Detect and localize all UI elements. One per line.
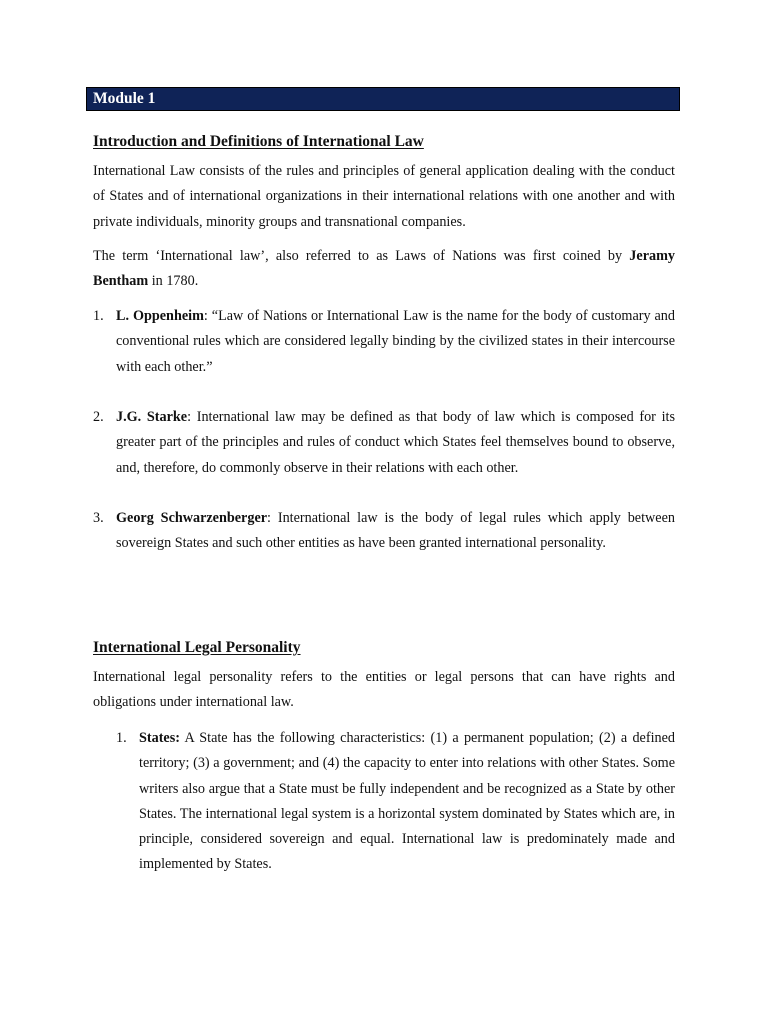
- definition-number: 1.: [93, 308, 104, 324]
- term-text: The term ‘International law’, also referred to as Laws of Nations was first coined by: [93, 248, 630, 264]
- definition-text: : International law is the body of legal rules which apply between sovereign States and such other entities as have been granted international personality.: [116, 510, 675, 552]
- section-heading-introduction: Introduction and Definitions of International Law: [93, 133, 424, 150]
- definition-item: [116, 405, 675, 481]
- personality-item-number: 1.: [116, 730, 127, 746]
- module-title-bar: [86, 87, 680, 111]
- intro-paragraph: International Law consists of the rules and principles of general application dealing with the conduct of States and of international organizations in their international relations with one another and with private individuals, minority groups and transnational companies.: [93, 163, 675, 230]
- term-year: in 1780.: [148, 273, 199, 290]
- personality-item-text: A State has the following characteristics: (1) a permanent population; (2) a defined territory; (3) a government; and (4) the capacity to enter into relations with other States. Some writers also argue that a State must be fully independent and be recognized as a State by other States. The international legal system is a horizontal system dominated by States which are, in principle, considered sovereign and equal. International law is predominately made and implemented by States.: [139, 730, 675, 873]
- personality-item: [139, 726, 675, 878]
- definition-author: L. Oppenheim: [116, 308, 204, 324]
- personality-item-label: States:: [139, 730, 180, 746]
- term-author: Jeramy Bentham: [93, 248, 675, 290]
- definition-item: [116, 506, 675, 557]
- section-heading-legal-personality: International Legal Personality: [93, 639, 301, 656]
- definition-text: : “Law of Nations or International Law is the name for the body of customary and conventional rules which are considered legally binding by the civilized states in their intercourse with each other.”: [116, 308, 675, 375]
- definition-text: : International law may be defined as that body of law which is composed for its greater part of the principles and rules of conduct which States feel themselves bound to observe, and, therefore, do commonly observe in their relations with each other.: [116, 409, 675, 476]
- term-paragraph: [93, 244, 675, 295]
- definition-item: [116, 304, 675, 380]
- definition-number: 3.: [93, 510, 104, 526]
- personality-intro-paragraph: International legal personality refers to the entities or legal persons that can have rights and obligations under international law.: [93, 669, 675, 711]
- definition-author: J.G. Starke: [116, 409, 188, 425]
- module-title: Module 1: [93, 90, 156, 107]
- definition-number: 2.: [93, 409, 104, 425]
- definition-author: Georg Schwarzenberger: [116, 510, 268, 526]
